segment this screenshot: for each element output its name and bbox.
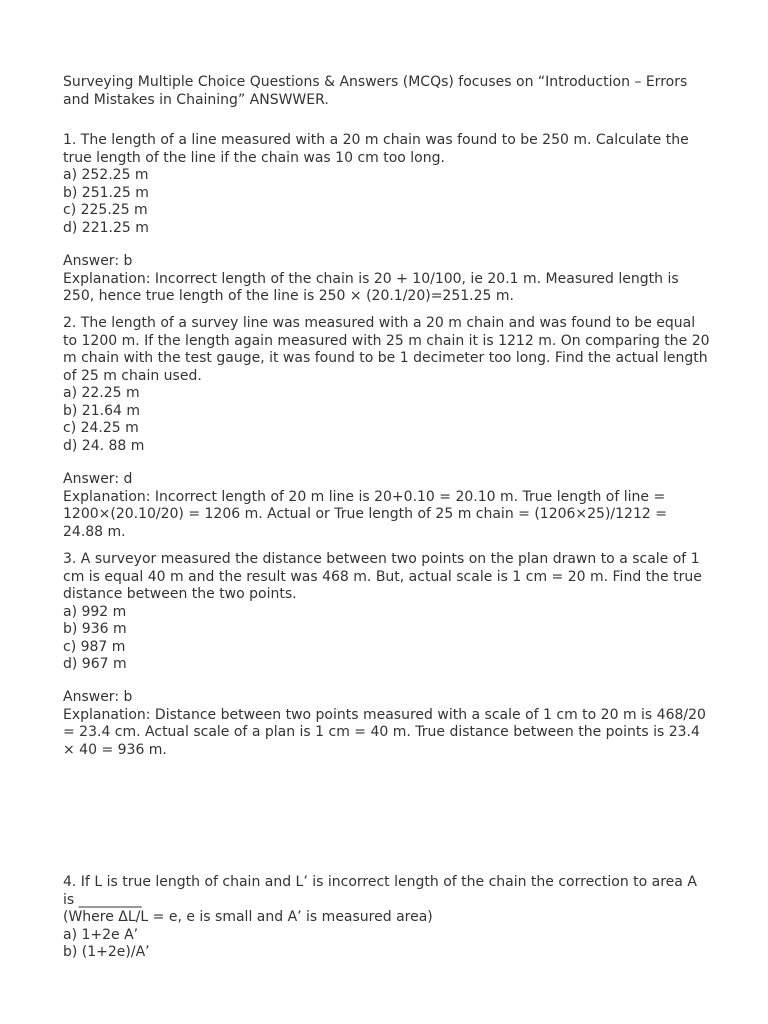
question-3 [63,551,738,674]
question-text: cm is equal 40 m and the result was 468 m. But, actual scale is 1 cm = 20 m. Find the true [63,568,702,585]
question-text: m chain with the test gauge, it was found to be 1 decimeter too long. Find the actual length [63,350,708,366]
explanation-text: 1200×(20.10/20) = 1206 m. Actual or True length of 25 m chain = (1206×25)/1212 = [63,506,667,522]
question-text: 4. If L is true length of chain and L’ is incorrect length of the chain the correction to area A [63,874,697,890]
option-d: d) 221.25 m [63,219,149,236]
answer-2 [63,471,738,541]
explanation-text: = 23.4 cm. Actual scale of a plan is 1 cm = 40 m. True distance between the points is 23.4 [63,724,700,740]
question-text: (Where ΔL/L = e, e is small and A’ is measured area) [63,909,433,925]
option-b: b) 936 m [63,621,127,637]
question-4 [63,874,738,962]
explanation-text: 250, hence true length of the line is 250 × (20.1/20)=251.25 m. [63,288,514,304]
question-text: of 25 m chain used. [63,367,202,384]
intro-paragraph [63,74,738,109]
answer-text: Answer: b [63,689,133,705]
option-d: d) 967 m [63,656,127,672]
question-text: distance between the two points. [63,586,297,602]
option-c: c) 225.25 m [63,202,148,218]
question-text: true length of the line if the chain was 10 cm too long. [63,149,445,166]
answer-3 [63,689,738,759]
option-b: b) (1+2e)/A’ [63,944,150,960]
explanation-text: 24.88 m. [63,523,126,540]
intro-line: Surveying Multiple Choice Questions & Answers (MCQs) focuses on “Introduction – Errors [63,74,688,90]
option-b: b) 251.25 m [63,184,149,201]
answer-text: Answer: d [63,471,133,487]
question-text: 1. The length of a line measured with a 20 m chain was found to be 250 m. Calculate the [63,132,689,148]
explanation-text: Explanation: Distance between two points measured with a scale of 1 cm to 20 m is 468/20 [63,706,706,723]
option-a: a) 252.25 m [63,167,149,183]
option-a: a) 992 m [63,603,127,620]
question-text: to 1200 m. If the length again measured with 25 m chain it is 1212 m. On comparing the 20 [63,332,710,349]
option-c: c) 24.25 m [63,420,139,436]
question-text: 3. A surveyor measured the distance between two points on the plan drawn to a scale of 1 [63,551,700,567]
intro-line: and Mistakes in Chaining” ANSWWER. [63,91,329,108]
option-b: b) 21.64 m [63,402,140,419]
question-text: is _________ [63,891,142,908]
answer-1 [63,253,738,306]
option-a: a) 1+2e A’ [63,926,139,943]
explanation-text: Explanation: Incorrect length of the chain is 20 + 10/100, ie 20.1 m. Measured length is [63,270,679,287]
explanation-text: × 40 = 936 m. [63,741,167,758]
option-c: c) 987 m [63,638,126,655]
option-d: d) 24. 88 m [63,437,145,454]
option-a: a) 22.25 m [63,385,140,401]
question-text: 2. The length of a survey line was measured with a 20 m chain and was found to be equal [63,315,696,331]
question-2 [63,315,738,455]
explanation-text: Explanation: Incorrect length of 20 m line is 20+0.10 = 20.10 m. True length of line = [63,488,666,505]
answer-text: Answer: b [63,253,133,269]
question-1 [63,132,738,237]
